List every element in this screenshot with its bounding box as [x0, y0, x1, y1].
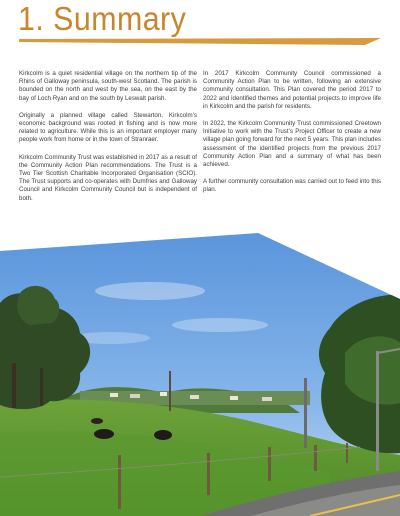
village-landscape-photo	[0, 233, 400, 516]
paragraph-consultation: A further community consultation was carried out to feed into this plan.	[203, 178, 381, 194]
paragraph-action-plan: In 2017 Kirkcolm Community Council commissioned a Community Action Plan to be written, following an extensive community consultation. This Plan covered the period 2017 to 2022 and identified themes and potential projects to improve life in Kirkcolm and the parish for residents.	[203, 70, 381, 110]
paragraph-trust: Kirkcolm Community Trust was established in 2017 as a result of the Community Action Plan recommendations. The Trust is a Two Tier Scottish Charitable Incorporated Organisation (SCIO). The Trust supports and co-operates with Dumfries and Galloway Council and Kirkcolm Community Council but is independent of both.	[19, 153, 197, 202]
title-underline	[19, 36, 381, 45]
right-column	[203, 70, 381, 204]
paragraph-location: Kirkcolm is a quiet residential village on the northern tip of the Rhins of Galloway peninsula, south-west Scotland. The parish is bounded on the north and west by the sea, on the east by the bay of Loch Ryan and on the south by Leswalt parish.	[19, 70, 197, 102]
paragraph-new-plan: In 2022, the Kirkcolm Community Trust commissioned Creetown Initiative to work with the Trust’s Project Officer to create a new village plan going forward for the next 5 years. This plan includes assessment of the identified projects from the previous 2017 Community Action Plan and a summary of what has been achieved.	[203, 120, 381, 169]
paragraph-history: Originally a planned village called Stewarton, Kirkcolm’s economic background was rooted in fishing and is now more related to agriculture. While this is an important employer many people work from home or in the town of Stranraer.	[19, 111, 197, 144]
page-title: 1. Summary	[18, 0, 187, 37]
left-column	[19, 70, 197, 212]
